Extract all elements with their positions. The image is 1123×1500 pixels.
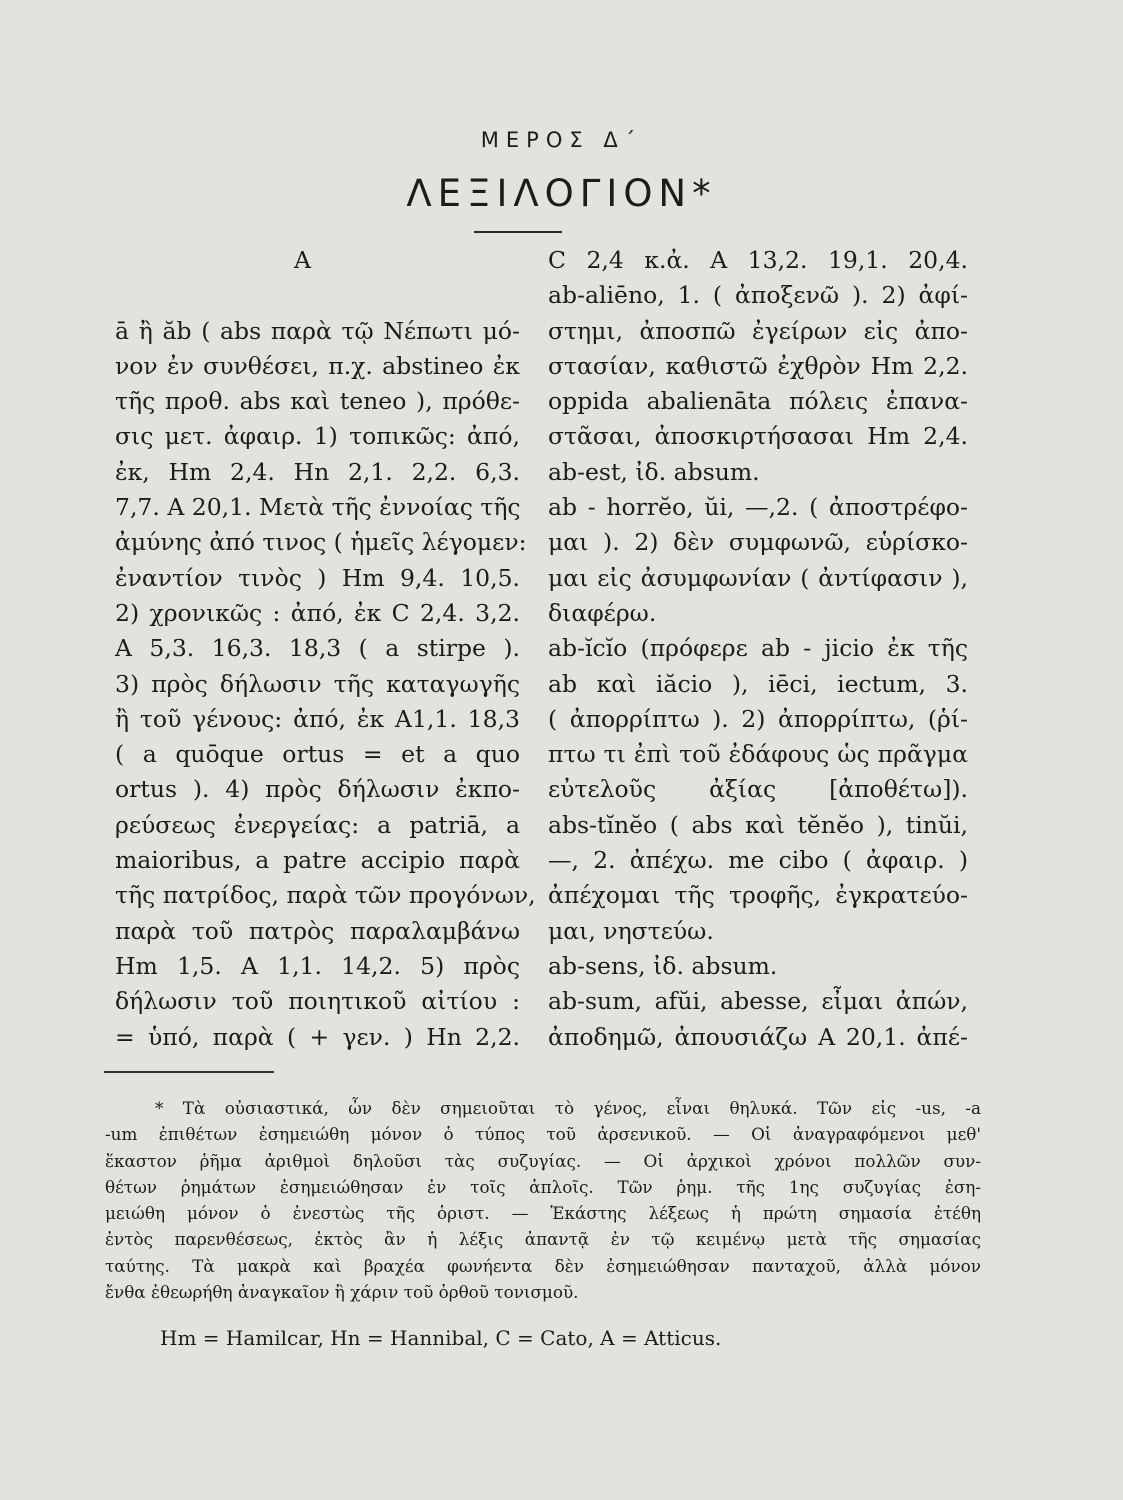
section-letter: A xyxy=(294,246,311,274)
text-line: μαι εἰς ἀσυμφωνίαν ( ἀντίφασιν ), xyxy=(548,563,968,592)
text-line: ( a quōque ortus = et a quo xyxy=(115,740,520,769)
text-line: maioribus, a patre accipio παρὰ xyxy=(115,846,520,875)
footnote xyxy=(105,1095,981,1305)
text-line: εὐτελοῦς ἀξίας [ἀποθέτω]). xyxy=(548,775,968,804)
text-line: διαφέρω. xyxy=(548,598,657,627)
page-title: ΛΕΞΙΛΟΓΙΟΝ* xyxy=(406,172,717,215)
section-gap xyxy=(115,278,520,313)
text-line: ( ἀπορρίπτω ). 2) ἀπορρίπτω, (ῥί- xyxy=(548,704,968,733)
text-line: 7,7. A 20,1. Μετὰ τῆς ἐννοίας τῆς xyxy=(115,493,521,522)
text-line: ἀπέχομαι τῆς τροφῆς, ἐγκρατεύο- xyxy=(548,881,968,910)
footnote-line: ἔνθα ἐθεωρήθη ἀναγκαῖον ἢ χάριν τοῦ ὀρθοῦ τονισμοῦ. xyxy=(105,1282,579,1303)
text-line: ἐναντίον τινὸς ) Hm 9,4. 10,5. xyxy=(115,563,520,592)
text-line: C 2,4 κ.ἀ. A 13,2. 19,1. 20,4. xyxy=(548,246,968,274)
footnote-line: -um ἐπιθέτων ἐσημειώθη μόνον ὁ τύπος τοῦ ἀρσενικοῦ. — Οἱ ἀναγραφόμενοι μεθ' xyxy=(105,1124,981,1145)
text-line: 3) πρὸς δήλωσιν τῆς καταγωγῆς xyxy=(115,669,520,698)
text-line: ab - horrĕo, ŭi, —,2. ( ἀποστρέφο- xyxy=(548,493,968,522)
text-line: ab-est, ἰδ. absum. xyxy=(548,457,760,486)
text-line: ab-ĭcĭo (πρόφερε ab - jicio ἐκ τῆς xyxy=(548,634,968,663)
text-line: στᾶσαι, ἀποσκιρτήσασαι Hm 2,4. xyxy=(548,422,968,451)
text-line: Hm 1,5. A 1,1. 14,2. 5) πρὸς xyxy=(115,951,520,980)
title-divider xyxy=(474,231,562,233)
text-line: ab-sens, ἰδ. absum. xyxy=(548,951,778,980)
text-line: ab καὶ iăcio ), iēci, iectum, 3. xyxy=(548,669,968,698)
text-line: πτω τι ἐπὶ τοῦ ἐδάφους ὡς πρᾶγμα xyxy=(548,740,968,769)
right-column-text xyxy=(548,243,968,1055)
footnote-line: * Τὰ οὐσιαστικά, ὧν δὲν σημειοῦται τὸ γένος, εἶναι θηλυκά. Τῶν εἰς -us, -a xyxy=(155,1098,981,1118)
text-line: ἐκ, Hm 2,4. Hn 2,1. 2,2. 6,3. xyxy=(115,457,520,486)
text-line: ἀμύνης ἀπό τινος ( ἡμεῖς λέγομεν: xyxy=(115,528,527,557)
text-line: τῆς προθ. abs καὶ teneo ), πρόθε- xyxy=(115,387,520,416)
text-line: 2) χρονικῶς : ἀπό, ἐκ C 2,4. 3,2. xyxy=(115,598,520,627)
text-line: δήλωσιν τοῦ ποιητικοῦ αἰτίου : xyxy=(115,987,520,1016)
footnote-line: ἕκαστον ῥῆμα ἀριθμοὶ δηλοῦσι τὰς συζυγίας. — Οἱ ἀρχικοὶ χρόνοι πολλῶν συν- xyxy=(105,1150,981,1171)
text-line: ἀποδημῶ, ἀπουσιάζω A 20,1. ἀπέ- xyxy=(548,1022,968,1051)
text-line: ā ἢ ăb ( abs παρὰ τῷ Νέπωτι μό- xyxy=(115,316,520,345)
text-line: —, 2. ἀπέχω. me cibo ( ἀφαιρ. ) xyxy=(548,846,968,875)
abbreviations-line: Hm = Hamilcar, Hn = Hannibal, C = Cato, A = Atticus. xyxy=(160,1326,722,1350)
footnote-line: ἐντὸς παρενθέσεως, ἐκτὸς ἂν ἡ λέξις ἀπαντᾷ ἐν τῷ κειμένῳ μετὰ τῆς σημασίας xyxy=(105,1229,981,1250)
text-line: σις μετ. ἀφαιρ. 1) τοπικῶς: ἀπό, xyxy=(115,422,520,451)
text-line: παρὰ τοῦ πατρὸς παραλαμβάνω xyxy=(115,916,520,945)
footnote-line: μειώθη μόνον ὁ ἐνεστὼς τῆς ὁριστ. — Ἑκάστης λέξεως ἡ πρώτη σημασία ἐτέθη xyxy=(105,1203,981,1224)
text-line: ab-aliēno, 1. ( ἀποξενῶ ). 2) ἀφί- xyxy=(548,281,968,310)
footnote-line: ταύτης. Τὰ μακρὰ καὶ βραχέα φωνήεντα δὲν ἐσημειώθησαν πανταχοῦ, ἀλλὰ μόνον xyxy=(105,1255,981,1276)
left-column xyxy=(115,243,536,1055)
footnote-line: θέτων ῥημάτων ἐσημειώθησαν ἐν τοῖς ἁπλοῖς. Τῶν ῥημ. τῆς 1ης συζυγίας ἐση- xyxy=(105,1176,981,1197)
text-line: ρεύσεως ἐνεργείας: a patriā, a xyxy=(115,810,520,839)
text-line: oppida abalienāta πόλεις ἐπανα- xyxy=(548,387,968,416)
text-line: νον ἐν συνθέσει, π.χ. abstineo ἐκ xyxy=(115,351,520,380)
part-title: ΜΕΡΟΣ Δ΄ xyxy=(480,128,643,152)
text-line: = ὑπό, παρὰ ( + γεν. ) Hn 2,2. xyxy=(115,1022,520,1051)
text-line: τῆς πατρίδος, παρὰ τῶν προγόνων, xyxy=(115,881,536,910)
left-column-text xyxy=(115,314,536,1055)
right-column xyxy=(548,243,968,1055)
text-line: μαι, νηστεύω. xyxy=(548,916,714,945)
text-line: A 5,3. 16,3. 18,3 ( a stirpe ). xyxy=(115,634,520,663)
text-line: ἢ τοῦ γένους: ἀπό, ἐκ A1,1. 18,3 xyxy=(115,704,520,733)
text-line: μαι ). 2) δὲν συμφωνῶ, εὑρίσκο- xyxy=(548,528,968,557)
text-line: στασίαν, καθιστῶ ἐχθρὸν Hm 2,2. xyxy=(548,351,968,380)
text-line: ab-sum, afŭi, abesse, εἶμαι ἀπών, xyxy=(548,987,968,1016)
text-line: ortus ). 4) πρὸς δήλωσιν ἐκπο- xyxy=(115,775,520,804)
text-line: abs-tĭnĕo ( abs καὶ tĕnĕo ), tinŭi, xyxy=(548,810,968,839)
text-line: στημι, ἀποσπῶ ἐγείρων εἰς ἀπο- xyxy=(548,316,968,345)
footnote-divider xyxy=(104,1071,274,1073)
